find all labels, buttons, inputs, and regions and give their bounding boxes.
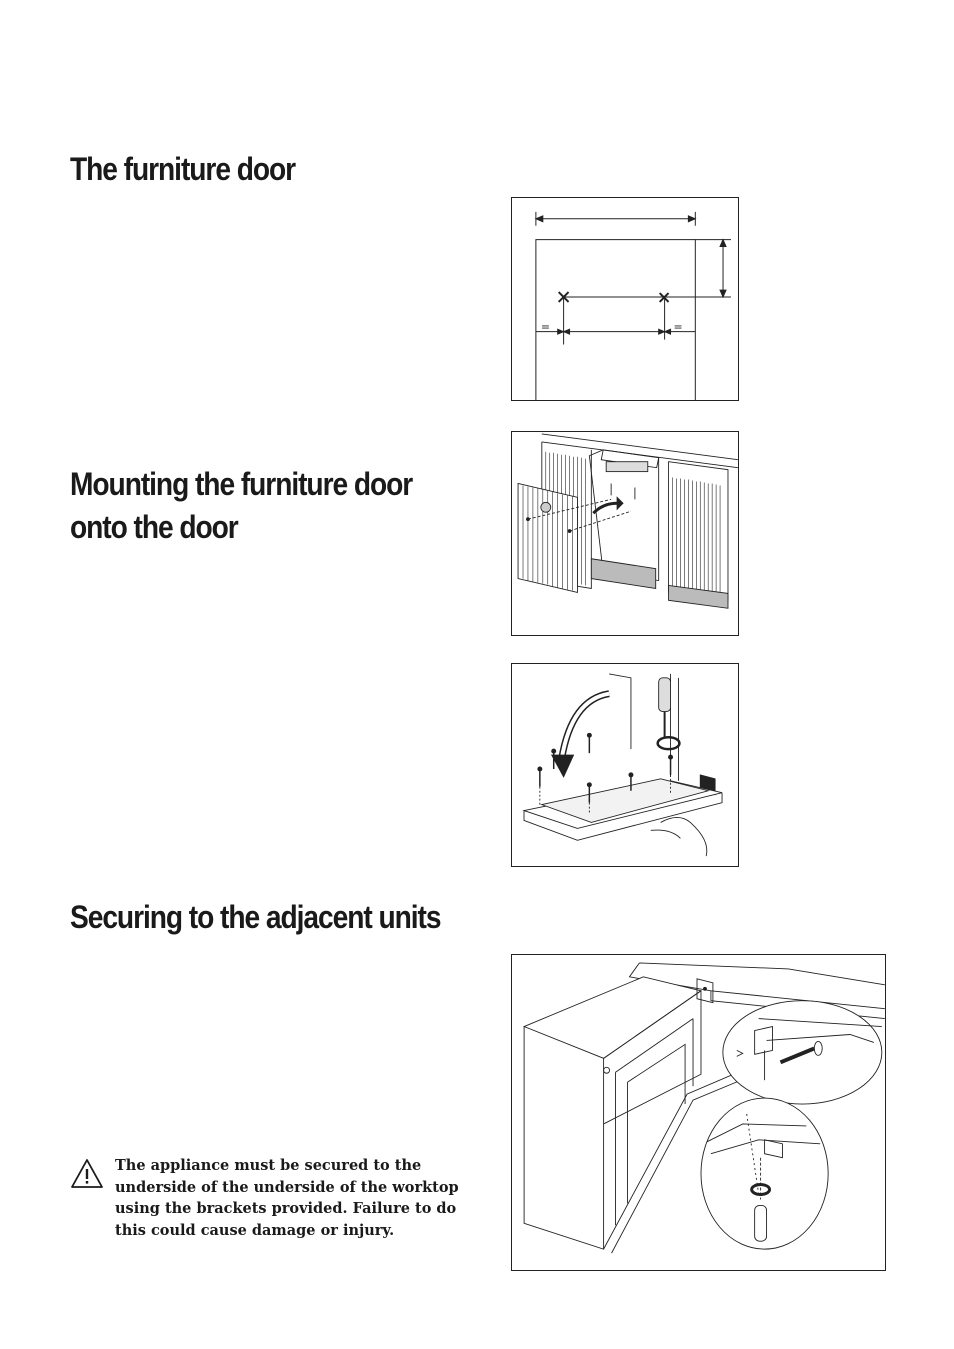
- section-title-mounting: Mounting the furniture door onto the door: [70, 466, 413, 545]
- mounting-door-illustration: [511, 431, 739, 636]
- securing-brackets-illustration: [511, 954, 886, 1271]
- section-title-furniture-door: The furniture door: [70, 151, 296, 187]
- equal-mark-left: =: [540, 320, 550, 334]
- warning-triangle-icon: [70, 1157, 104, 1189]
- warning-text: The appliance must be secured to the underside of the underside of the worktop using the brackets provided. Failure to do this could cause damage or injury.: [115, 1157, 459, 1239]
- equal-mark-right: =: [673, 320, 683, 334]
- section-title-securing: Securing to the adjacent units: [70, 899, 441, 935]
- furniture-door-measurement-diagram: [511, 197, 739, 401]
- screwing-door-illustration: [511, 663, 739, 867]
